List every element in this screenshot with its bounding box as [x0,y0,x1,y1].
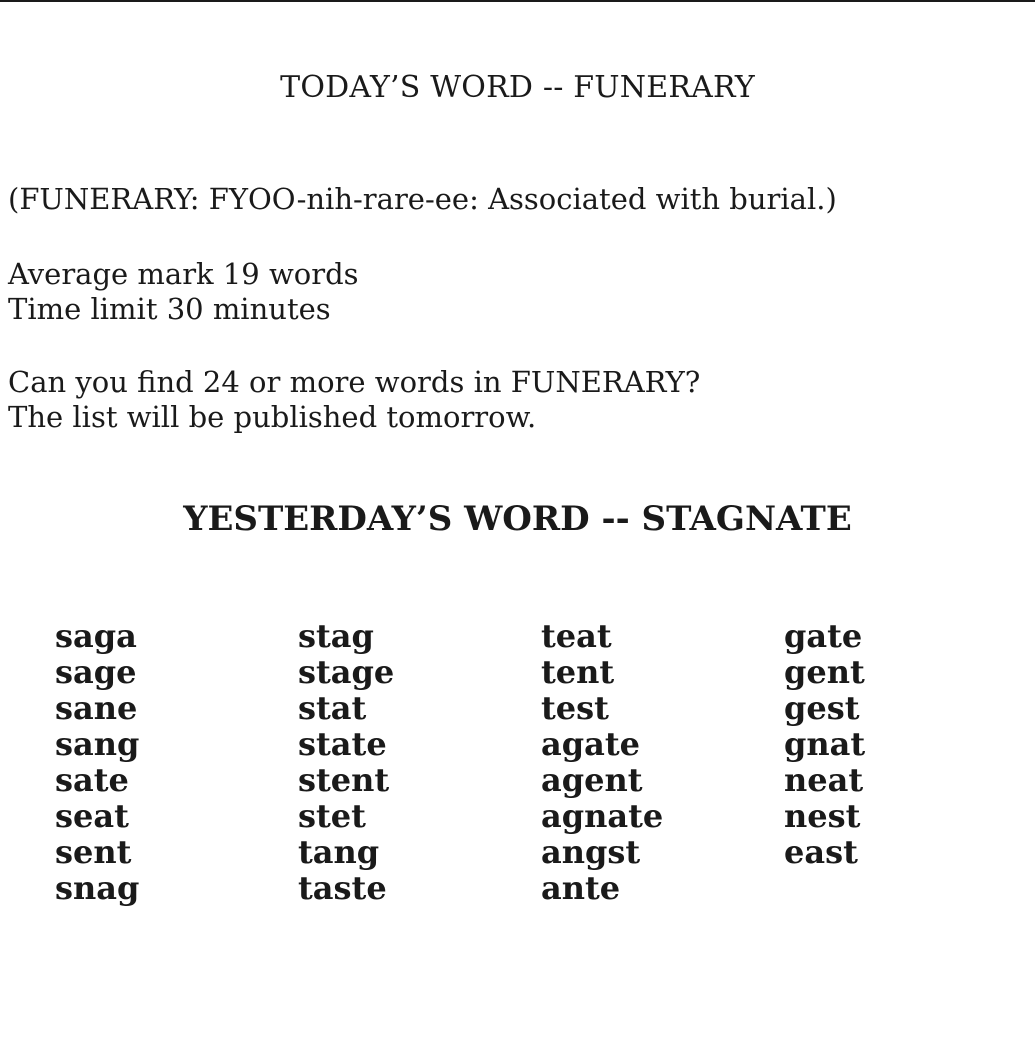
answer-word: agate [541,725,640,763]
answer-word: stat [298,689,367,727]
top-rule [0,0,1035,2]
answer-word: sang [55,725,140,763]
word-column-2 [298,618,541,906]
answer-word: east [784,833,858,871]
puzzle-stats [8,257,359,327]
answer-word: nest [784,797,861,835]
answer-word: agent [541,761,643,799]
publish-note: The list will be published tomorrow. [8,400,537,434]
answer-word: gate [784,617,863,655]
word-column-3 [541,618,784,906]
answer-word: test [541,689,609,727]
word-definition: (FUNERARY: FYOO-nih-rare-ee: Associated with burial.) [8,182,837,216]
todays-word-title: TODAY’S WORD -- FUNERARY [280,70,755,105]
average-mark: Average mark 19 words [8,257,359,291]
answer-word-grid [55,618,1027,906]
answer-word: stag [298,617,374,655]
answer-word: neat [784,761,864,799]
answer-word: taste [298,869,387,907]
challenge-text [8,365,700,435]
word-column-4 [784,618,1027,906]
answer-word: gnat [784,725,866,763]
answer-word: snag [55,869,140,907]
answer-word: sent [55,833,132,871]
answer-word: saga [55,617,137,655]
answer-word: gent [784,653,865,691]
answer-word: angst [541,833,641,871]
answer-word: agnate [541,797,664,835]
answer-word: teat [541,617,612,655]
word-column-1 [55,618,298,906]
answer-word: stent [298,761,390,799]
yesterdays-word-title: YESTERDAY’S WORD -- STAGNATE [183,499,852,539]
answer-word: seat [55,797,129,835]
time-limit: Time limit 30 minutes [8,292,331,326]
answer-word: sane [55,689,138,727]
answer-word: tang [298,833,380,871]
answer-word: sate [55,761,129,799]
challenge-question: Can you find 24 or more words in FUNERARY? [8,365,701,399]
answer-word: tent [541,653,615,691]
answer-word: sage [55,653,137,691]
answer-word: stet [298,797,366,835]
answer-word: gest [784,689,860,727]
answer-word: ante [541,869,621,907]
answer-word: stage [298,653,395,691]
answer-word: state [298,725,387,763]
